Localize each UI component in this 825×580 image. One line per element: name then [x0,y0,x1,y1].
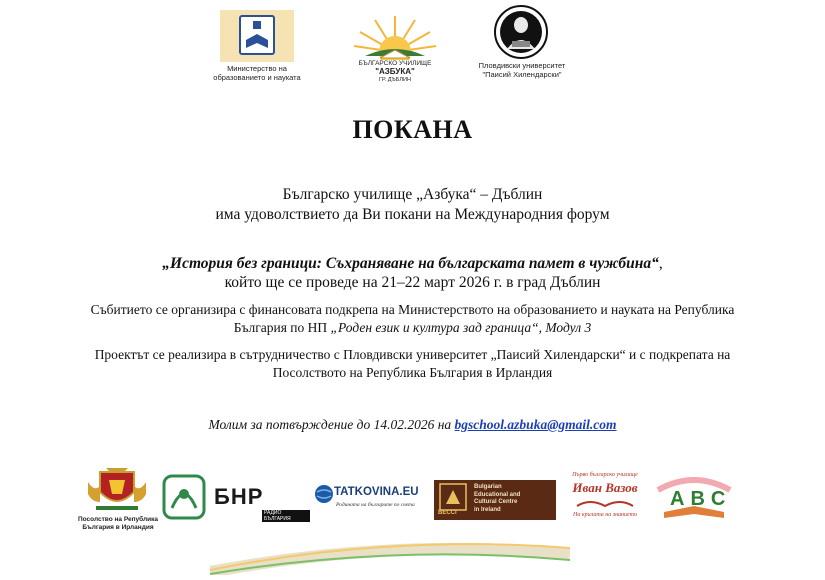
book-wings-icon [575,498,635,512]
ministry-caption [202,64,312,82]
funding-line-2-prefix: България по НП [233,320,331,335]
funding-program-name: „Роден език и култура зад граница“, Модул 3 [330,320,592,335]
university-caption [466,61,578,79]
funding-line-2 [0,320,825,336]
forum-title-comma: , [658,255,663,272]
becci-logo [434,480,556,520]
university-caption-line-1: Пловдивски университет [478,61,566,70]
university-logo [492,5,550,59]
tatkovina-label: TATKOVINA.EU [334,486,419,498]
forum-title-line [0,255,825,273]
partner-line-2: Посолството на Република България в Ирландия [272,365,553,380]
forum-date: който ще се проведе на 21–22 март 2026 г. в град Дъблин [224,274,601,291]
vazov-line-3: На крилата на знанието [573,512,637,518]
school-sun-logo [350,12,440,60]
school-caption-line-2: "АЗБУКА" [375,67,415,76]
tatkovina-logo [314,480,432,516]
university-caption-line-2: "Паисий Хилендарски" [482,70,562,79]
bnr-sublabel: РАДИО БЪЛГАРИЯ [262,510,310,522]
abc-letters: ABC [670,488,732,510]
becci-abbreviation: BECCI [438,510,457,516]
ministry-caption-line-2: образованието и науката [213,73,301,82]
partner-line-1: Проектът се реализира в сътрудничество с Пловдивски университет „Паисий Хилендарски“ и с подкрепата на [94,347,731,362]
invitation-title: ПОКАНА [352,115,473,144]
ministry-caption-line-1: Министерство на [227,64,287,73]
vazov-line-1: Първо българско училище [572,472,638,478]
bnr-label: БНР [214,484,264,509]
rsvp-text: Молим за потвърждение до 14.02.2026 на [208,417,455,432]
bulgaria-coat-of-arms-logo [82,462,152,514]
intro-line-1: Българско училище „Азбука“ – Дъблин [282,186,543,203]
intro-line-2: има удоволствието да Ви покани на Международния форум [215,206,610,223]
rsvp-line [0,417,825,433]
funding-line-1: Събитието се организира с финансовата подкрепа на Министерството на образованието и науката на Република [90,302,735,317]
ministry-logo [220,10,294,62]
embassy-caption [70,516,166,532]
becci-text-line-3: Cultural Centre [474,499,518,505]
abc-book-logo [654,476,734,520]
vazov-line-2: Иван Вазов [572,480,638,495]
rsvp-email-link[interactable]: bgschool.azbuka@gmail.com [454,417,617,432]
forum-title: „История без граници: Съхраняване на българската памет в чужбина“ [162,255,659,272]
school-caption-line-3: ГР. ДЪБЛИН [379,77,411,83]
embassy-caption-line-1: Посолство на Република [77,516,159,523]
becci-text-line-1: Bulgarian [474,484,502,490]
embassy-caption-line-2: България в Ирландия [82,524,154,531]
becci-text [474,484,520,514]
globe-icon [314,484,334,504]
becci-text-line-4: in Ireland [474,506,501,513]
ivan-vazov-school-logo [562,472,648,524]
bnr-radio-logo [162,472,310,522]
school-caption [340,60,450,84]
tatkovina-sublabel: Родината на българите по света [336,502,415,508]
becci-text-line-2: Educational and [474,491,521,498]
decorative-swoosh [210,532,570,575]
school-caption-line-1: БЪЛГАРСКО УЧИЛИЩЕ [358,60,432,67]
